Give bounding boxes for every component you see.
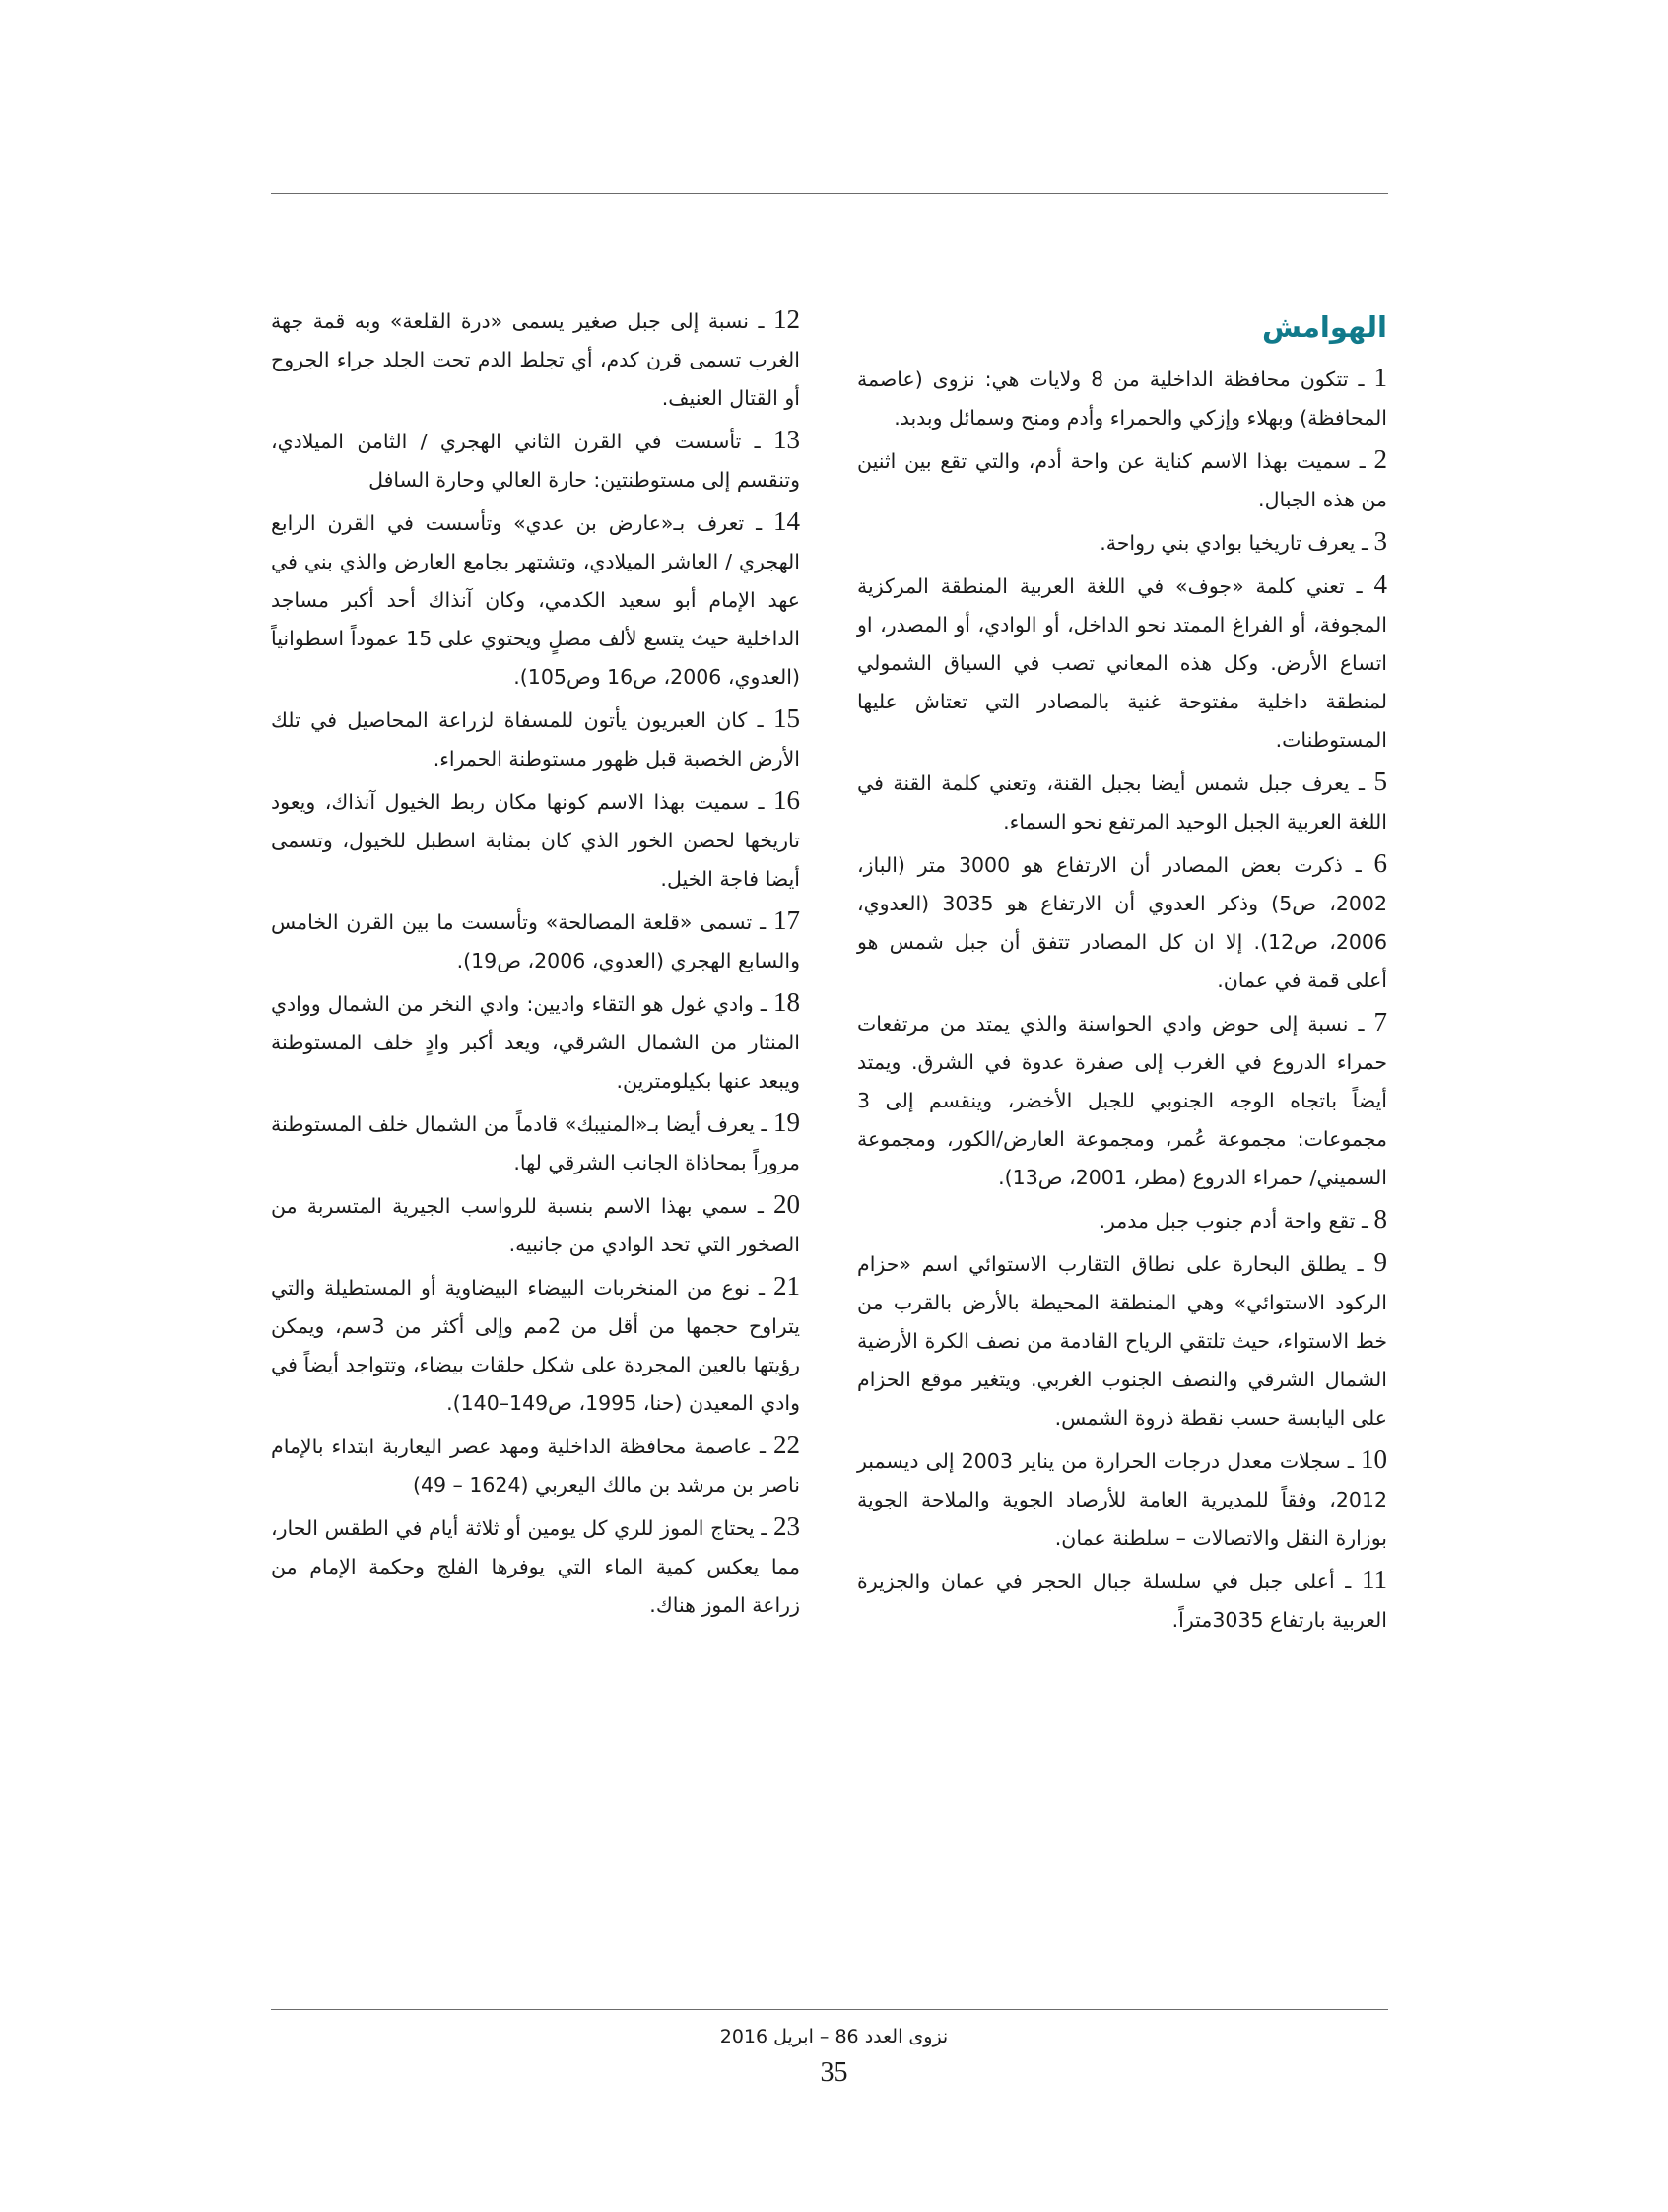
footnote [271,1185,800,1264]
footnote-text: ـ يعرف تاريخيا بوادي بني رواحة. [1100,531,1374,555]
footnote-number: 1 [1373,363,1387,392]
footnote-text: ـ نسبة إلى حوض وادي الحواسنة والذي يمتد من مرتفعات حمراء الدروع في الغرب إلى صفرة عدوة في الشرق. ويمتد أيضاً باتجاه الوجه الجنوبي للجبل الأخضر، وينقسم إلى 3 مجموعات: مجموعة عُمر، ومجموعة العارض/الكور، ومجموعة السميني/ حمراء الدروع (مطر، 2001، ص13). [857,1012,1387,1189]
footnote-text: ـ سمي بهذا الاسم بنسبة للرواسب الجيرية المتسربة من الصخور التي تحد الوادي من جانبيه. [271,1194,800,1256]
footnote-number: 22 [773,1430,800,1459]
footnote-text: ـ تتكون محافظة الداخلية من 8 ولايات هي: نزوى (عاصمة المحافظة) وبهلاء وإزكي والحمراء وأدم ومنح وسمائل وبدبد. [857,368,1387,430]
footnote-number: 3 [1373,526,1387,556]
footnote [271,700,800,778]
footnote [857,1441,1387,1558]
footnote-number: 8 [1373,1204,1387,1234]
footnote-number: 15 [773,704,800,733]
footnote-text: ـ ذكرت بعض المصادر أن الارتفاع هو 3000 متر (الباز، 2002، ص5) وذكر العدوي أن الارتفاع هو 3035 (العدوي، 2006، ص12). إلا ان كل المصادر تتفق أن جبل شمس هو أعلى قمة في عمان. [857,853,1387,992]
footnote-number: 13 [773,425,800,454]
footnote-number: 4 [1373,570,1387,599]
footnote [857,1561,1387,1640]
footnote [271,1426,800,1505]
footnote-text: ـ تأسست في القرن الثاني الهجري / الثامن الميلادي، وتنقسم إلى مستوطنتين: حارة العالي وحارة السافل [271,430,800,492]
footnote-text: ـ يحتاج الموز للري كل يومين أو ثلاثة أيام في الطقس الحار، مما يعكس كمية الماء التي يوفرها الفلج وحكمة الإمام من زراعة الموز هناك. [271,1516,800,1617]
footnote-text: ـ تعني كلمة «جوف» في اللغة العربية المنطقة المركزية المجوفة، أو الفراغ الممتد نحو الداخل، أو الوادي، أو المصدر، او اتساع الأرض. وكل هذه المعاني تصب في السياق الشمولي لمنطقة داخلية مفتوحة غنية بالمصادر التي تعتاش عليها المستوطنات. [857,574,1387,752]
issue-caption: نزوى العدد 86 – ابريل 2016 [719,2026,949,2047]
header-rule [271,193,1388,194]
footnote-number: 10 [1361,1444,1387,1474]
notes-column-left [271,301,800,1628]
notes-list-right [857,359,1387,1640]
footnote-number: 23 [773,1511,800,1541]
footnote [271,902,800,980]
footnote [271,1508,800,1625]
footnote-number: 21 [773,1271,800,1301]
footnote-text: ـ تعرف بـ«عارض بن عدي» وتأسست في القرن الرابع الهجري / العاشر الميلادي، وتشتهر بجامع العارض والذي بني في عهد الإمام أبو سعيد الكدمي، وكان آنذاك أحد أكبر مساجد الداخلية حيث يتسع لألف مصلٍ ويحتوي على 15 عموداً اسطوانياً (العدوي، 2006، ص16 وص105). [271,511,800,689]
footnote-text: ـ سميت بهذا الاسم كونها مكان ربط الخيول آنذاك، ويعود تاريخها لحصن الخور الذي كان بمثابة اسطبل للخيول، وتسمى أيضا فاجة الخيل. [271,790,800,891]
footnote-number: 11 [1362,1565,1387,1594]
footnote [271,503,800,697]
footnote-text: ـ سميت بهذا الاسم كناية عن واحة أدم، والتي تقع بين اثنين من هذه الجبال. [857,449,1387,511]
footnote-text: ـ كان العبريون يأتون للمسفاة لزراعة المحاصيل في تلك الأرض الخصبة قبل ظهور مستوطنة الحمراء. [271,708,800,771]
footnote-text: ـ نسبة إلى جبل صغير يسمى «درة القلعة» وبه قمة جهة الغرب تسمى قرن كدم، أي تجلط الدم تحت الجلد جراء الجروح أو القتال العنيف. [271,309,800,410]
footnote-number: 20 [773,1189,800,1219]
footnote-text: ـ تقع واحة أدم جنوب جبل مدمر. [1099,1209,1374,1233]
footnote-text: ـ وادي غول هو التقاء واديين: وادي النخر من الشمال ووادي المنثار من الشمال الشرقي، ويعد أكبر وادٍ خلف المستوطنة ويبعد عنها بكيلومترين. [271,992,800,1093]
footnote-text: ـ تسمى «قلعة المصالحة» وتأسست ما بين القرن الخامس والسابع الهجري (العدوي، 2006، ص19). [271,910,800,972]
notes-list-left [271,301,800,1625]
footnote [857,763,1387,841]
footnote-number: 7 [1373,1007,1387,1037]
footnote-text: ـ سجلات معدل درجات الحرارة من يناير 2003 إلى ديسمبر 2012، وفقاً للمديرية العامة للأرصاد الجوية والملاحة الجوية بوزارة النقل والاتصالات – سلطنة عمان. [857,1449,1387,1550]
footnote [271,1104,800,1182]
footnote [857,522,1387,563]
footnote [271,421,800,500]
footnote [857,359,1387,437]
footnote [271,301,800,418]
footnote-number: 9 [1373,1247,1387,1277]
footer-rule [271,2009,1388,2010]
notes-column-right [857,305,1387,1642]
footnote-number: 16 [773,785,800,815]
footnote [271,1267,800,1423]
footnote-number: 14 [773,506,800,536]
footnote-number: 17 [773,905,800,935]
footnote-number: 19 [773,1107,800,1137]
footnote [857,1003,1387,1197]
footnote-text: ـ يطلق البحارة على نطاق التقارب الاستوائي اسم «حزام الركود الاستوائي» وهي المنطقة المحيطة بالأرض بالقرب من خط الاستواء، حيث تلتقي الرياح القادمة من نصف الكرة الأرضية الشمال الشرقي والنصف الجنوب الغربي. ويتغير موقع الحزام على اليابسة حسب نقطة ذروة الشمس. [857,1252,1387,1430]
footnote [271,983,800,1101]
page-number: 35 [820,2057,848,2088]
footnote [857,566,1387,760]
footnote [271,781,800,899]
footnote [857,440,1387,519]
footnote [857,1243,1387,1438]
footnote-text: ـ عاصمة محافظة الداخلية ومهد عصر اليعاربة ابتداء بالإمام ناصر بن مرشد بن مالك اليعربي (1624 – 49) [271,1435,800,1497]
footnote-number: 12 [773,304,800,334]
footnote-number: 2 [1373,444,1387,474]
section-heading: الهوامش [1261,310,1387,344]
footnote-number: 6 [1373,848,1387,878]
footnote-text: ـ يعرف جبل شمس أيضا بجبل القنة، وتعني كلمة القنة في اللغة العربية الجبل الوحيد المرتفع نحو السماء. [857,771,1387,834]
footnote-number: 5 [1373,767,1387,796]
footnote-text: ـ أعلى جبل في سلسلة جبال الحجر في عمان والجزيرة العربية بارتفاع 3035متراً. [857,1570,1387,1632]
footnote [857,844,1387,1000]
footnote-text: ـ نوع من المنخربات البيضاء البيضاوية أو المستطيلة والتي يتراوح حجمها من أقل من 2مم وإلى أكثر من 3سم، ويمكن رؤيتها بالعين المجردة على شكل حلقات بيضاء، وتتواجد أيضاً في وادي المعيدن (حنا، 1995، ص149–140). [271,1276,800,1415]
footnote-text: ـ يعرف أيضا بـ«المنيبك» قادماً من الشمال خلف المستوطنة مروراً بمحاذاة الجانب الشرقي لها. [271,1112,800,1174]
footnote [857,1200,1387,1240]
footnote-number: 18 [773,987,800,1017]
